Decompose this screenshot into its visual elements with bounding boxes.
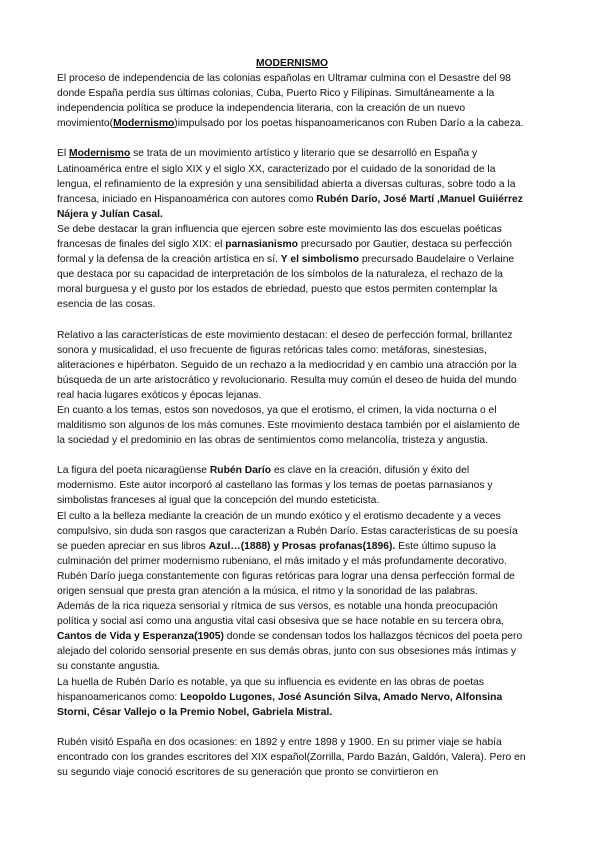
paragraph-ruben-dario: [57, 463, 527, 508]
bold-term: Y el simbolismo: [280, 254, 360, 266]
text: )impulsado por los poetas hispanoamericanos con Ruben Darío a la cabeza.: [174, 118, 524, 130]
bold-poets: Leopoldo Lugones, José Asunción Silva, Amado Nervo, Alfonsina Storni, César Vallejo o la Premio Nobel, Gabriela Mistral.: [57, 691, 503, 718]
text: precursado Baudelaire o Verlaine que destaca por su capacidad de interpretación de los símbolos de la naturaleza, el rechazo de la moral burguesa y el gusto por los estados de ebriedad, puesto que estos permiten contemplar la esencia de las cosas.: [57, 254, 515, 311]
bold-name: Rubén Darío: [209, 465, 272, 477]
text: Se debe destacar la gran influencia que ejercen sobre este movimiento las dos escuelas poéticas francesas de finales del siglo XIX: el: [57, 223, 502, 251]
text: La figura del poeta nicaragüense: [57, 465, 210, 477]
text: El culto a la belleza mediante la creación de un mundo exótico y el erotismo decadente y a veces compulsivo, sin duda son rasgos que caracterizan a Rubén Darío. Estas características de su poesía se pueden apreciar en sus libros: [57, 510, 518, 552]
bold-term: Modernismo: [69, 148, 131, 160]
text: La huella de Rubén Darío es notable, ya que su influencia es evidente en las obras de poetas hispanoamericanos como:: [57, 676, 485, 703]
paragraph-beauty-cult: [57, 509, 527, 600]
bold-term: Modernismo: [113, 118, 175, 130]
bold-term: parnasianismo: [225, 239, 298, 251]
document-title: MODERNISMO: [255, 58, 329, 69]
bold-work: Cantos de Vida y Esperanza(1905): [57, 631, 224, 643]
text: donde se condensan todos los hallazgos técnicos del poeta pero alejado del colorido sensorial presente en sus demás obras, junto con sus obsesiones más íntimas y su constante angustia.: [57, 631, 523, 673]
paragraph-themes: En cuanto a los temas, estos son novedosos, ya que el erotismo, el crimen, la vida nocturna o el malditismo son algunos de los más comunes. Este movimiento destaca también por el aislamiento de la sociedad y el predominio en las obras de sentimientos como melancolía, tristeza y angustia.: [57, 404, 521, 447]
paragraph-characteristics: Relativo a las características de este movimiento destacan: el deseo de perfección formal, brillantez sonora y musicalidad, el uso frecuente de figuras retóricas tales como: metáforas, sinestesias, aliteraciones e hipérbaton. Seguido de un rechazo a la mediocridad y en cambio una atracción por la búsqueda de un arte aristocrático y revolucionario. Resulta muy común el deseo de huida del mundo real hacia lugares exóticos y épocas lejanas.: [57, 329, 517, 401]
paragraph-intro: [57, 71, 527, 131]
paragraph-cantos: [57, 599, 527, 674]
text: precursado por Gautier, destaca su perfección formal y la defensa de la creación artística en sí.: [57, 239, 513, 266]
text: Este último supuso la culminación del primer modernismo rubeniano, el más imitado y el más profundamente decorativo. Rubén Darío juega constantemente con figuras retóricas para lograr una densa perfección formal de origen sensual que presta gran atención a la música, el ritmo y la sonoridad de las palabras.: [57, 540, 515, 597]
text: se trata de un movimiento artístico y literario que se desarrolló en España y Latinoamérica entre el siglo XIX y el siglo XX, caracterizado por el cuidado de la sonoridad de la lengua, el refinamiento de la expresión y una sensibilidad abierta a diversas culturas, sobre todo a la francesa, iniciado en Hispanoamérica con autores como: [57, 148, 516, 205]
paragraph-definition: [57, 146, 527, 221]
text: es clave en la creación, difusión y éxito del modernismo. Este autor incorporó al castellano las formas y los temas de poetas parnasianos y simbolistas franceses al igual que la concepción del mundo esteticista.: [57, 465, 493, 507]
bold-works: Azul…(1888) y Prosas profanas(1896).: [208, 540, 396, 552]
text: Además de la rica riqueza sensorial y rítmica de sus versos, es notable una honda preocupación política y social así como una angustia vital casi obsesiva que se hace notable en su tercera obra,: [57, 601, 505, 628]
bold-authors: Rubén Darío, José Martí ,Manuel Guiiérrez Nájera y Julían Casal.: [57, 193, 523, 220]
paragraph-legacy: [57, 675, 527, 720]
text: El: [57, 148, 70, 160]
paragraph-influences: [57, 222, 527, 313]
paragraph-spain-visits: Rubén visitó España en dos ocasiones: en 1892 y entre 1898 y 1900. En su primer viaje se había encontrado con los grandes escritores del XIX español(Zorrilla, Pardo Bazán, Galdón, Valera). Pero en su segundo viaje conoció escritores de su generación que pronto se convirtieron en: [57, 736, 526, 779]
document-page: [57, 56, 527, 780]
text: El proceso de independencia de las colonias españolas en Ultramar culmina con el Desastre del 98 donde España perdía sus últimas colonias, Cuba, Puerto Rico y Filipinas. Simultáneamente a la independencia política se produce la independencia literaria, con la creación de un nuevo movimiento(: [57, 73, 511, 130]
